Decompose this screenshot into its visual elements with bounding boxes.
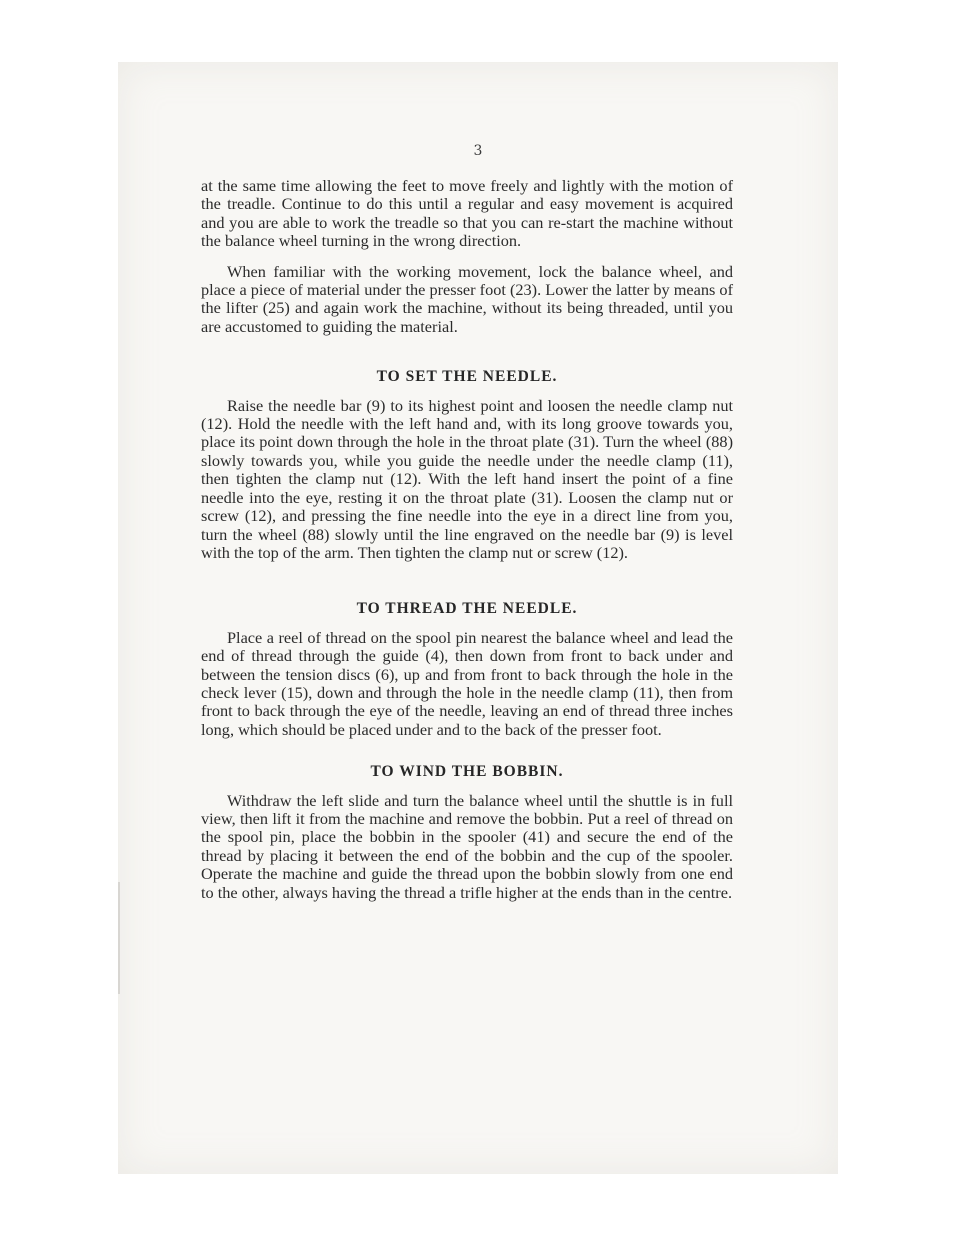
section-body-wind-bobbin: Withdraw the left slide and turn the balance wheel until the shuttle is in full view, then lift it from the machine and remove the bobbin. Put a reel of thread on the spool pin, place the bobbin in the spooler (41) and secure the end of the thread by placing it between the end of the bobbin and the cup of the spooler. Operate the machine and guide the thread upon the bobbin slowly from one end to the other, always having the thread a trifle higher at the ends than in the centre. — [201, 790, 733, 902]
intro-paragraph-2: When familiar with the working movement, lock the balance wheel, and place a piece of material under the presser foot (23). Lower the latter by means of the lifter (25) and again work the machine, without its being threaded, until you are accustomed to guiding the material. — [201, 261, 733, 336]
intro-paragraph-1: at the same time allowing the feet to move freely and lightly with the motion of the treadle. Continue to do this until a regular and easy movement is acquired and you are able to work the treadle so that you can re-start the machine without the balance wheel turning in the wrong direction. — [201, 176, 733, 251]
page-number: 3 — [473, 143, 483, 159]
section-heading-thread-needle: TO THREAD THE NEEDLE. — [356, 600, 578, 618]
section-body-set-needle: Raise the needle bar (9) to its highest point and loosen the needle clamp nut (12). Hold the needle with the left hand and, with its long groove towards you, place its point down through the hole in the throat plate (31). Turn the wheel (88) slowly towards you, while you guide the needle under the needle clamp (11), then tighten the clamp nut (12). With the left hand insert the point of a fine needle into the eye, resting it on the throat plate (31). Loosen the clamp nut or screw (12), and pressing the fine needle into the eye in a direct line from you, turn the wheel (88) slowly until the line engraved on the needle bar (9) is level with the top of the arm. Then tighten the clamp nut or screw (12). — [201, 395, 733, 562]
page-content — [201, 177, 733, 902]
section-heading-wind-bobbin: TO WIND THE BOBBIN. — [370, 763, 564, 781]
page-edge-mark — [118, 882, 120, 994]
section-body-thread-needle: Place a reel of thread on the spool pin nearest the balance wheel and lead the end of thread through the guide (4), then down from front to back under and between the tension discs (6), up and from front to back through the hole in the check lever (15), down and through the hole in the needle clamp (11), then from front to back through the eye of the needle, leaving an end of thread three inches long, which should be placed under and to the back of the presser foot. — [201, 627, 733, 739]
section-heading-set-needle: TO SET THE NEEDLE. — [376, 368, 558, 386]
document-page — [118, 62, 838, 1174]
